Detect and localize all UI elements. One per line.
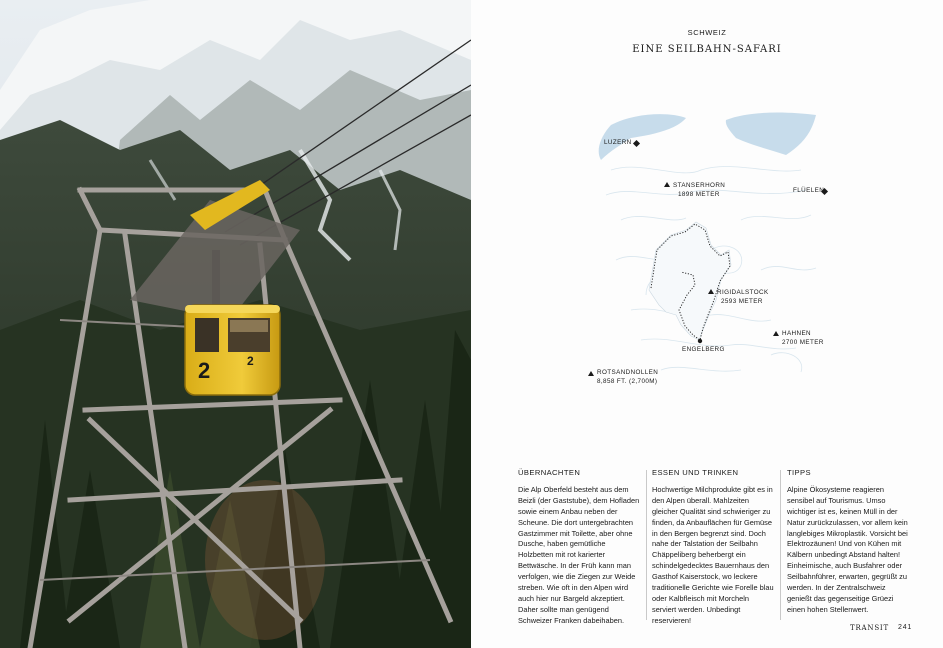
column-tips <box>787 468 909 616</box>
hahnen-name: HAHNEN <box>782 330 811 337</box>
region-shape <box>649 222 731 340</box>
article-title: EINE SEILBAHN-SAFARI <box>632 44 782 55</box>
rotsandnollen-name: ROTSANDNOLLEN <box>597 369 659 376</box>
cable-car-photo <box>0 0 471 648</box>
hahnen-peak <box>773 331 779 336</box>
column-divider <box>646 470 647 620</box>
rigidalstock-height: 2593 METER <box>721 297 763 305</box>
engelberg-dot <box>698 339 702 343</box>
column-heading-overnight: ÜBERNACHTEN <box>518 468 581 477</box>
luzern-diamond <box>633 140 640 147</box>
column-heading-tips: TIPPS <box>787 468 811 477</box>
luzern-name: LUZERN <box>604 139 632 146</box>
lake-lucerne <box>599 114 686 160</box>
route-map <box>471 100 943 410</box>
label-rigidalstock <box>717 289 769 306</box>
rigidalstock-name: RIGIDALSTOCK <box>717 289 769 296</box>
rotsandnollen-peak <box>588 371 594 376</box>
label-luzern <box>604 139 632 148</box>
label-engelberg <box>682 346 725 355</box>
rotsandnollen-height: 8,858 FT. (2,700M) <box>597 377 658 385</box>
column-overnight <box>518 468 640 627</box>
fluelen-name: FLÜELEN <box>793 187 825 194</box>
gondola-number-right: 2 <box>247 354 254 368</box>
stanserhorn-height: 1898 METER <box>678 190 720 198</box>
column-body-overnight: Die Alp Oberfeld besteht aus dem Beizli (der Gaststube), dem Hofladen sowie einem Anbau neben der Scheune. Die dort untergebrachten Gastzimmer mit Toilette, aber ohne Dusche, haben gemütliche Holzbetten mit rot karierter Bettwäsche. In der Früh kann man verfolgen, wie die Ziegen zur Weide streben. Wie oft in den Alpen wird auch hier nur Bargeld akzeptiert. Daher sollte man genügend Schweizer Franken dabeihaben. <box>518 484 640 625</box>
column-body-tips: Alpine Ökosysteme reagieren sensibel auf Tourismus. Umso wichtiger ist es, keinen Müll in der Natur zurückzulassen, vor allem kein langlebiges Mikroplastik. Vorsicht bei Elektrozäunen! Und von Kühen mit Kälbern unbedingt Abstand halten! Einheimische, auch Busfahrer oder Seilbahnführer, erwarten, gegrüßt zu werden. In der Zentralschweiz genießt das gegenseitige Grüezi einen hohen Stellenwert. <box>787 484 908 614</box>
lake-uri <box>726 113 816 155</box>
column-body-food: Hochwertige Milchprodukte gibt es in den Alpen überall. Mahlzeiten gleicher Qualität sind schwieriger zu finden, da Anbauflächen für Gemüse in den Bergen begrenzt sind. Doch nahe der Talstation der Seilbahn Chäppeliberg beherbergt ein schindelgedecktes Bauernhaus den Gasthof Kaiserstock, wo leckere traditionelle Gerichte wie Forelle blau oder Kalbfleisch mit Morcheln serviert werden. Unbedingt reservieren! <box>652 484 774 625</box>
page-number: 241 <box>898 624 913 631</box>
label-stanserhorn <box>673 182 725 199</box>
stanserhorn-name: STANSERHORN <box>673 182 726 189</box>
gondola-number-left: 2 <box>198 358 211 383</box>
column-food <box>652 468 774 627</box>
stanserhorn-peak <box>664 182 670 187</box>
label-rotsandnollen <box>597 369 658 386</box>
map-graphic <box>471 100 943 410</box>
label-fluelen <box>793 187 824 196</box>
column-heading-food: ESSEN UND TRINKEN <box>652 468 739 477</box>
hahnen-height: 2700 METER <box>782 338 824 346</box>
section-kicker: SCHWEIZ <box>687 28 727 37</box>
footer-section: TRANSIT <box>850 624 889 632</box>
engelberg-name: ENGELBERG <box>682 346 725 353</box>
label-hahnen <box>782 330 824 347</box>
column-divider <box>780 470 781 620</box>
text-page <box>471 0 943 648</box>
